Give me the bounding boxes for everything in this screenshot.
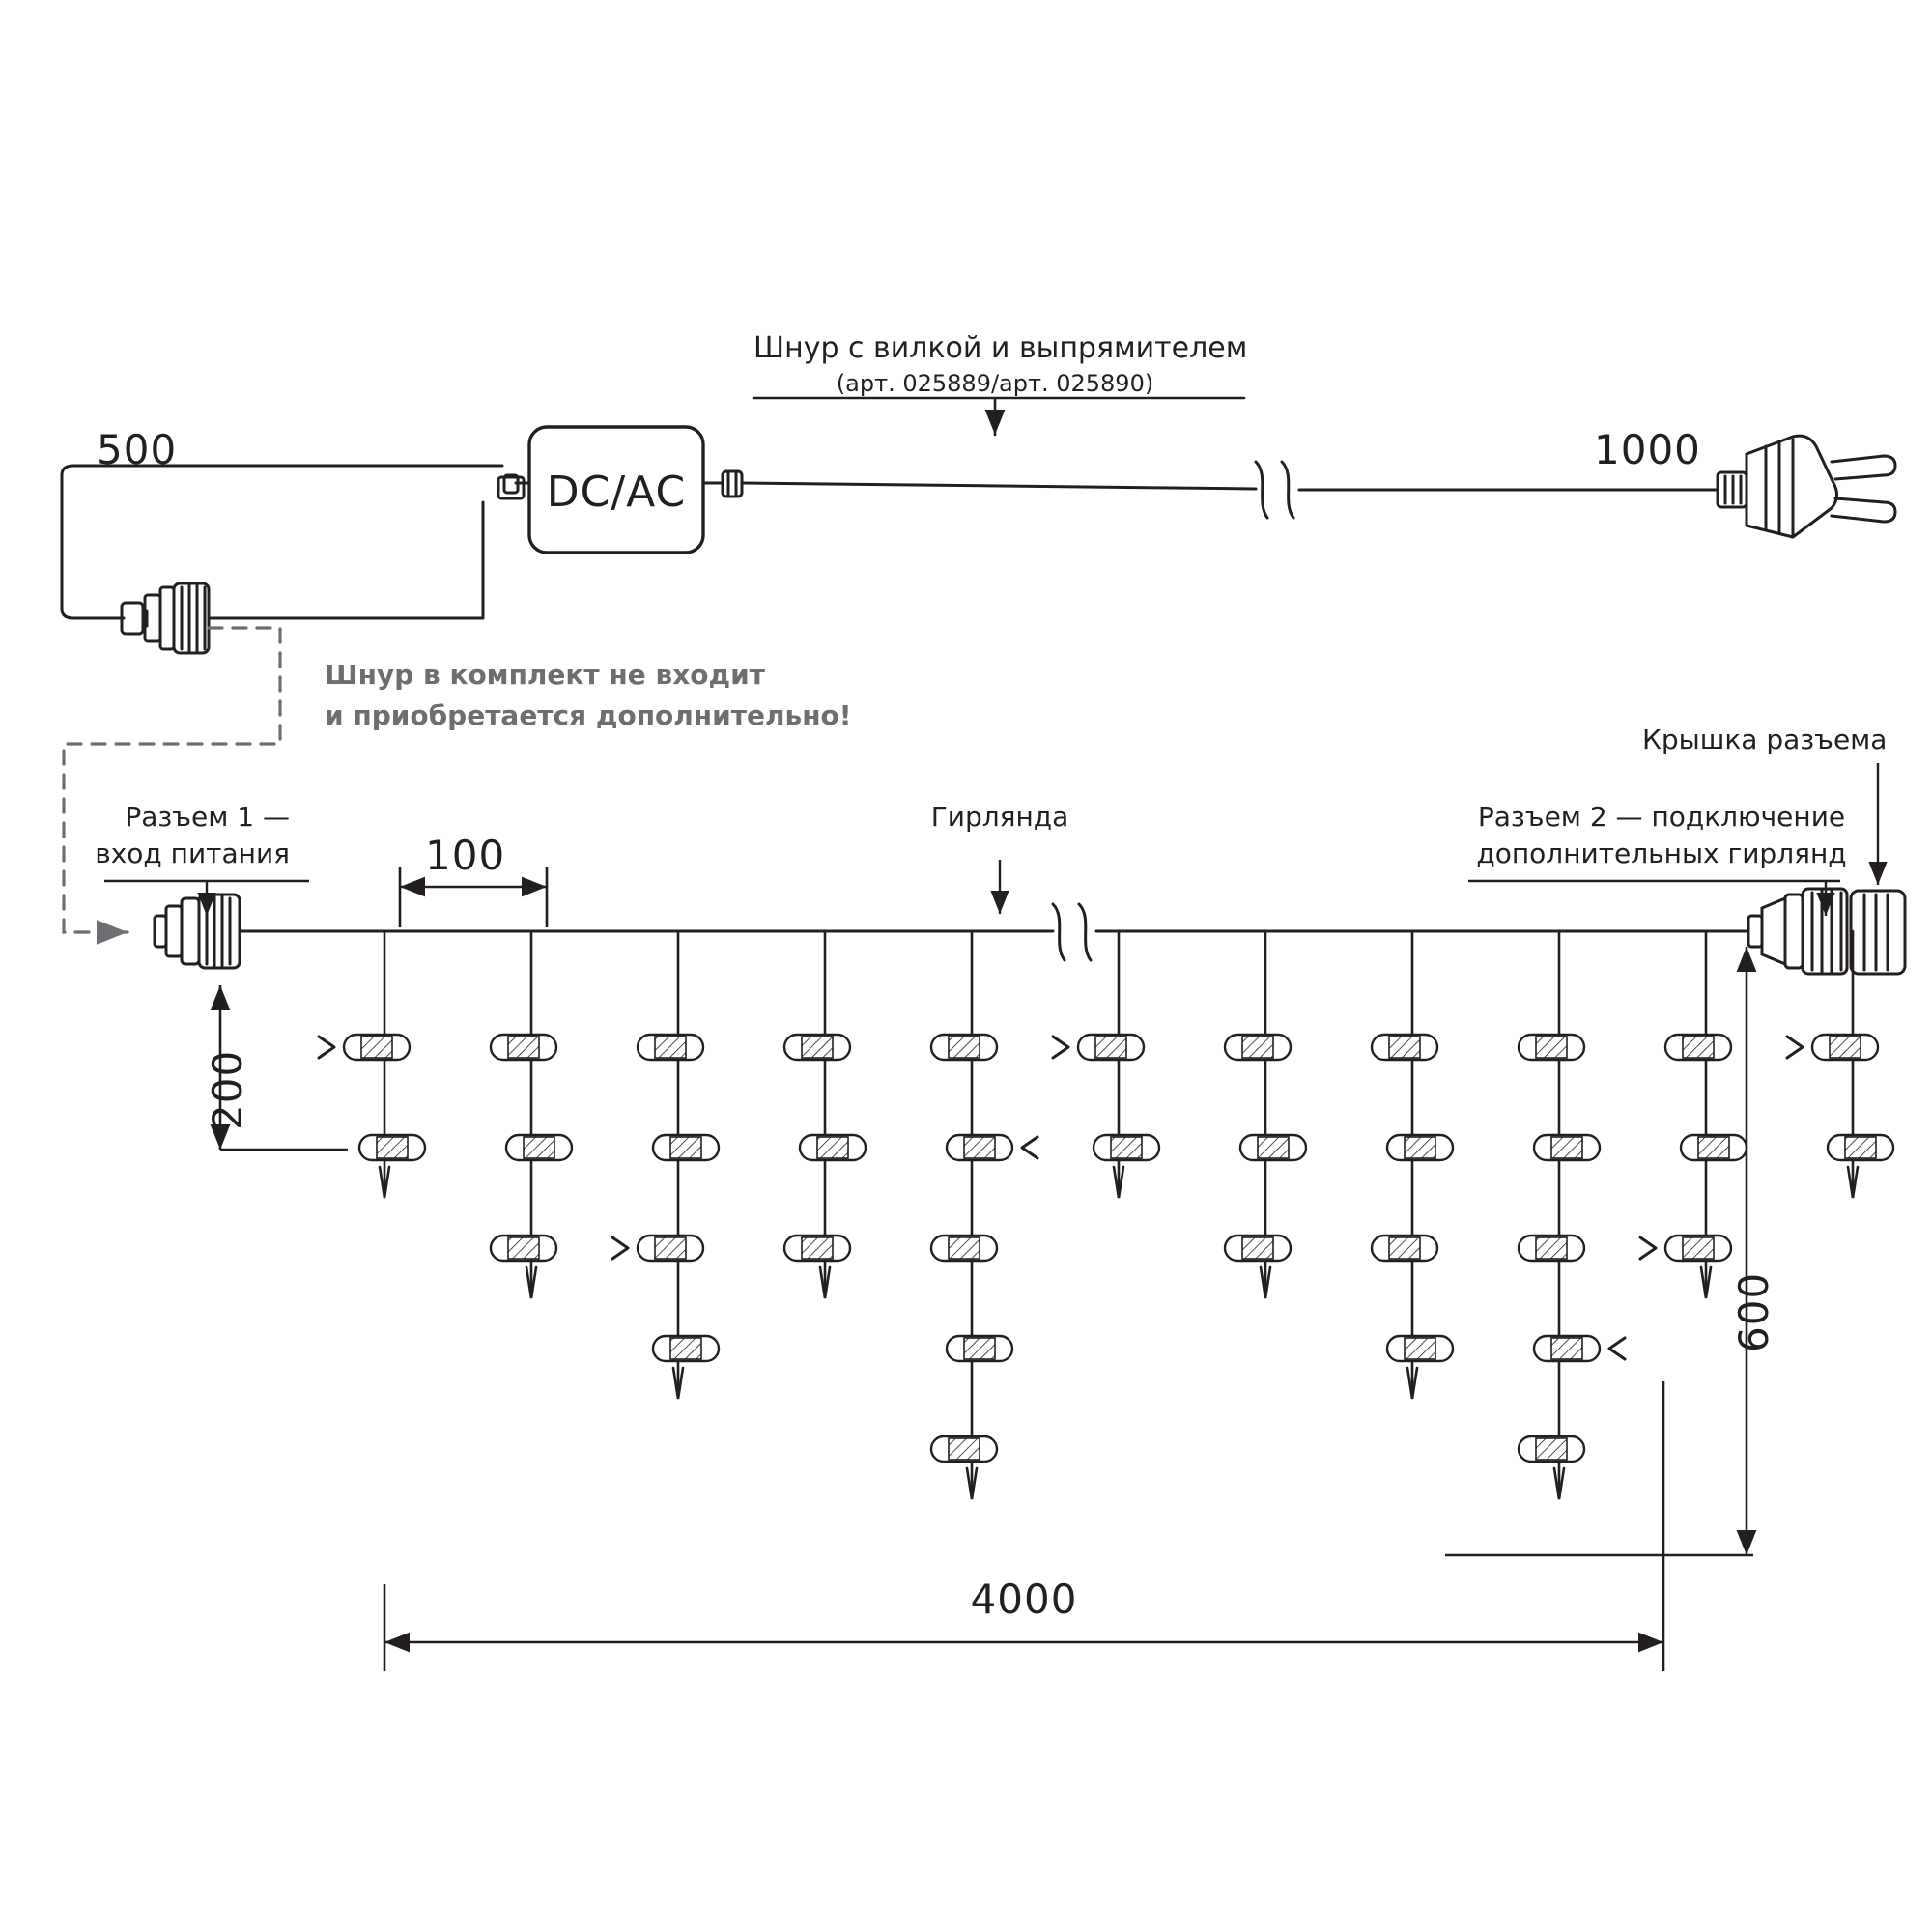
led-bulb <box>1519 1236 1584 1261</box>
garland-label: Гирлянда <box>930 801 1069 833</box>
led-bulb <box>947 1135 1012 1160</box>
dimension-lead-left: 500 <box>97 426 178 473</box>
flow-arrow <box>1053 1037 1068 1058</box>
led-bulb <box>947 1336 1012 1361</box>
cord-label: Шнур с вилкой и выпрямителем <box>753 331 1248 365</box>
led-bulb <box>1534 1135 1600 1160</box>
led-bulb <box>491 1236 556 1261</box>
led-bulb <box>491 1035 556 1060</box>
led-bulb <box>1372 1035 1437 1060</box>
led-bulb <box>1519 1035 1584 1060</box>
led-bulb <box>1534 1336 1600 1361</box>
converter-label: DC/AC <box>546 468 687 517</box>
led-bulb <box>931 1236 997 1261</box>
led-bulb <box>359 1135 425 1160</box>
flow-arrow <box>319 1037 334 1058</box>
led-bulb <box>1078 1035 1144 1060</box>
warning-line-2: и приобретается дополнительно! <box>325 699 852 731</box>
flow-arrow <box>1787 1037 1803 1058</box>
led-bulb <box>784 1236 850 1261</box>
flow-arrow <box>612 1237 628 1259</box>
dimension-drop-first: 200 <box>204 1049 251 1130</box>
warning-line-1: Шнур в комплект не входит <box>325 659 765 691</box>
led-bulb <box>1519 1436 1584 1462</box>
dimension-pitch: 100 <box>425 832 506 879</box>
connector2-label-line-2: дополнительных гирлянд <box>1476 838 1847 869</box>
led-bulb <box>800 1135 866 1160</box>
dimension-drop-max: 600 <box>1730 1271 1777 1352</box>
led-bulb <box>653 1135 719 1160</box>
led-bulb <box>1387 1336 1453 1361</box>
led-bulb <box>1828 1135 1893 1160</box>
led-bulb <box>1225 1236 1291 1261</box>
flow-arrow <box>1640 1237 1656 1259</box>
led-bulb <box>1387 1135 1453 1160</box>
led-bulb <box>1225 1035 1291 1060</box>
flow-arrow <box>1609 1338 1625 1359</box>
led-bulb <box>344 1035 410 1060</box>
led-bulb <box>1094 1135 1159 1160</box>
led-bulb <box>638 1236 703 1261</box>
led-bulb <box>931 1035 997 1060</box>
dimension-total-length: 4000 <box>970 1576 1078 1623</box>
led-bulb <box>1681 1135 1747 1160</box>
flow-arrow <box>1022 1137 1037 1158</box>
cord-article: (арт. 025889/арт. 025890) <box>836 370 1154 397</box>
led-bulb <box>1665 1035 1731 1060</box>
led-bulb <box>1372 1236 1437 1261</box>
connector1-label-line-2: вход питания <box>95 838 290 869</box>
led-bulb <box>1665 1236 1731 1261</box>
dimension-lead-right: 1000 <box>1594 426 1701 473</box>
led-bulb <box>1812 1035 1878 1060</box>
led-bulb <box>1240 1135 1306 1160</box>
led-bulb <box>653 1336 719 1361</box>
led-bulb <box>784 1035 850 1060</box>
connector2-label-line-1: Разъем 2 — подключение <box>1477 801 1846 833</box>
connector1-label-line-1: Разъем 1 — <box>125 801 290 833</box>
led-bulb <box>931 1436 997 1462</box>
led-bulb <box>638 1035 703 1060</box>
led-bulb <box>506 1135 572 1160</box>
connector-cap-label: Крышка разъема <box>1642 724 1888 755</box>
